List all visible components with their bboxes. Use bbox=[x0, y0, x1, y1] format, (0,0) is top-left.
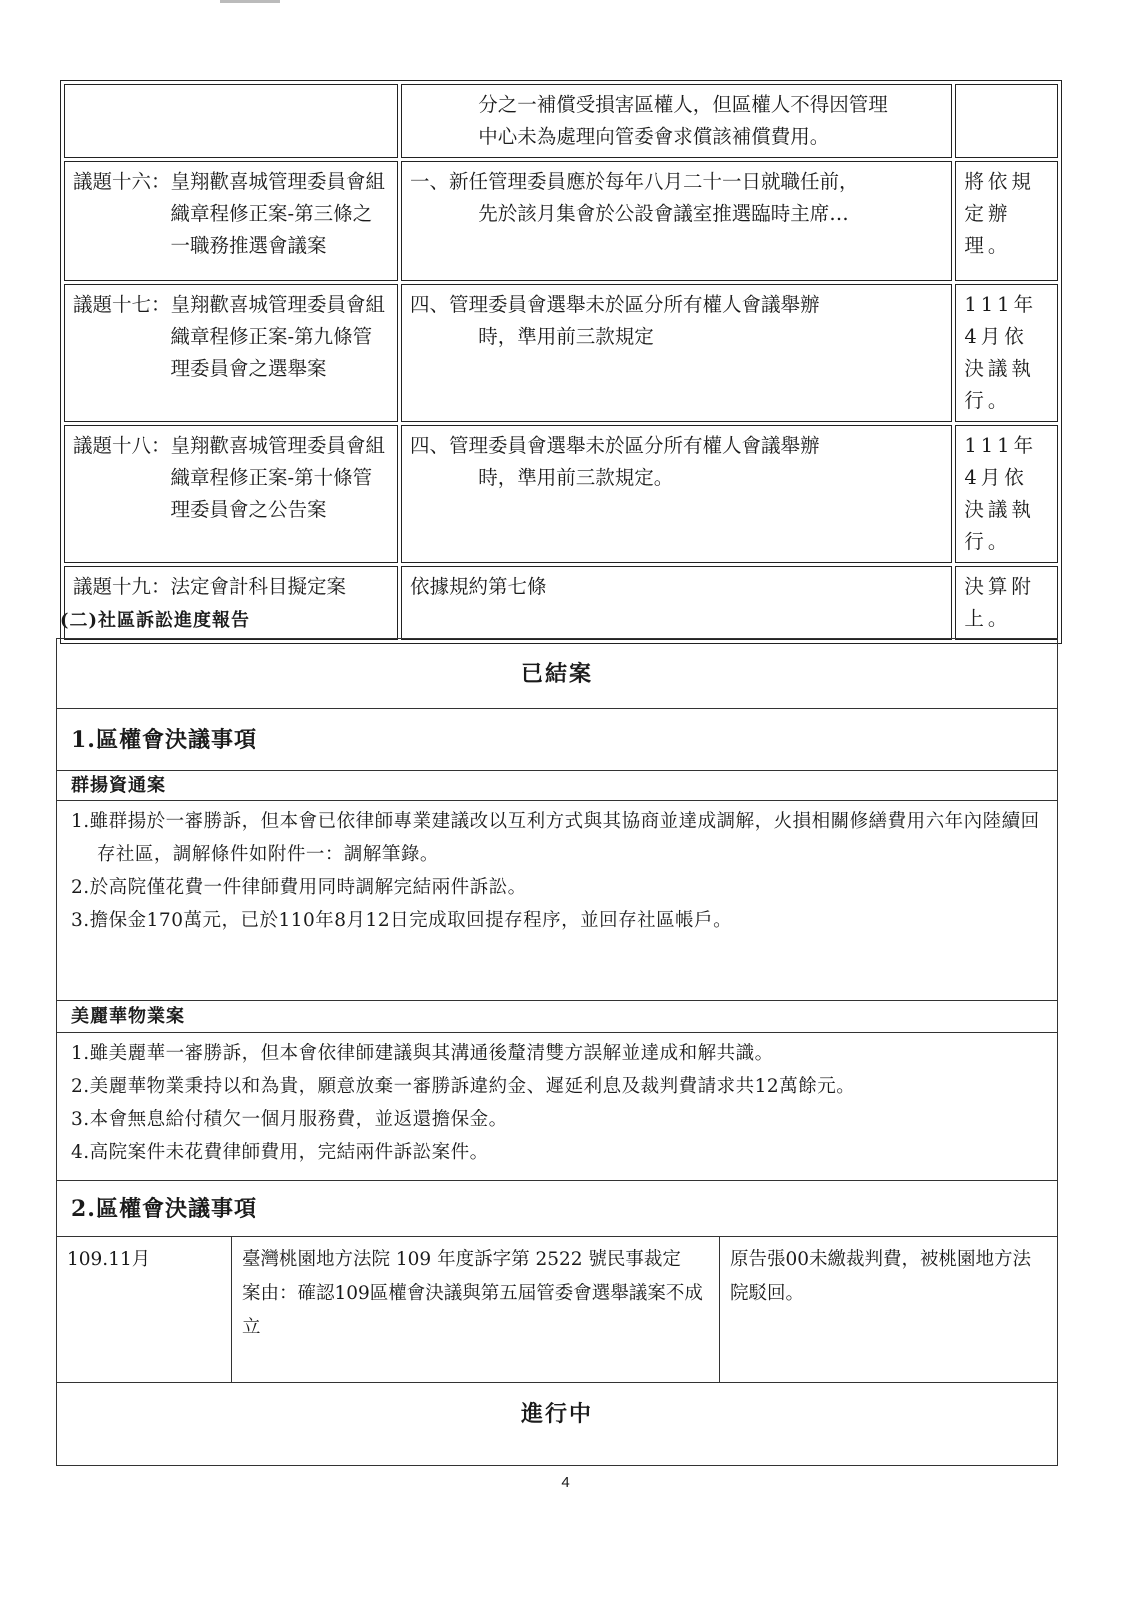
content-line: 一、新任管理委員應於每年八月二十一日就職任前， bbox=[410, 170, 859, 193]
content-line: 四、管理委員會選舉未於區分所有權人會議舉辦 bbox=[410, 434, 820, 457]
case-title: 美麗華物業案 bbox=[57, 1001, 1057, 1033]
case-row bbox=[57, 1237, 1057, 1383]
topic-cell bbox=[64, 84, 398, 158]
status-text: 將依規定辦理。 bbox=[964, 170, 1035, 257]
topic-text: 皇翔歡喜城管理委員會組織章程修正案-第九條管理委員會之選舉案 bbox=[170, 293, 386, 380]
list-item: 4.高院案件未花費律師費用，完結兩件訴訟案件。 bbox=[71, 1142, 489, 1163]
status-text: 111年4月依決議執行。 bbox=[964, 434, 1038, 553]
content-line: 依據規約第七條 bbox=[410, 575, 547, 598]
status-text: 決算附上。 bbox=[964, 575, 1035, 630]
scan-artifact bbox=[220, 0, 280, 3]
litigation-box bbox=[56, 638, 1058, 1466]
content-line: 先於該月集會於公設會議室推選臨時主席… bbox=[478, 202, 849, 225]
case-items bbox=[57, 801, 1057, 1001]
heading-resolutions-1: 1.區權會決議事項 bbox=[57, 709, 1057, 771]
case-title: 群揚資通案 bbox=[57, 771, 1057, 801]
table-row bbox=[64, 284, 1058, 422]
topic-label: 議題十七： bbox=[73, 293, 171, 316]
case-items bbox=[57, 1033, 1057, 1181]
case-court-cell bbox=[231, 1237, 719, 1382]
page-number: 4 bbox=[561, 1474, 570, 1491]
status-cell bbox=[955, 425, 1058, 563]
case-result: 原告張00未繳裁判費，被桃園地方法院駁回。 bbox=[719, 1237, 1057, 1382]
list-item: 3.本會無息給付積欠一個月服務費，並返還擔保金。 bbox=[71, 1109, 508, 1130]
list-item: 3.擔保金170萬元，已於110年8月12日完成取回提存程序，並回存社區帳戶。 bbox=[71, 910, 733, 931]
table-row bbox=[64, 425, 1058, 563]
topic-text: 皇翔歡喜城管理委員會組織章程修正案-第十條管理委員會之公告案 bbox=[170, 434, 386, 521]
topic-cell bbox=[64, 161, 398, 281]
list-item: 1.雖群揚於一審勝訴，但本會已依律師專業建議改以互利方式與其協商並達成調解，火損相關修繕費用六年內陸續回存社區，調解條件如附件一：調解筆錄。 bbox=[71, 811, 1040, 865]
status-cell bbox=[955, 84, 1058, 158]
status-text: 111年4月依決議執行。 bbox=[964, 293, 1038, 412]
table-row bbox=[64, 161, 1058, 281]
content-line: 分之一補償受損害區權人，但區權人不得因管理 bbox=[478, 93, 888, 116]
topic-cell bbox=[64, 284, 398, 422]
status-cell bbox=[955, 161, 1058, 281]
agenda-table bbox=[60, 80, 1062, 644]
case-date: 109.11月 bbox=[67, 1249, 151, 1270]
content-line: 時，準用前三款規定。 bbox=[478, 466, 674, 489]
list-item: 2.美麗華物業秉持以和為貴，願意放棄一審勝訴違約金、遲延利息及裁判費請求共12萬餘元。 bbox=[71, 1076, 856, 1097]
case-court: 臺灣桃園地方法院 109 年度訴字第 2522 號民事裁定 bbox=[242, 1249, 681, 1270]
table-row bbox=[64, 84, 1058, 158]
content-cell bbox=[401, 284, 952, 422]
topic-text: 法定會計科目擬定案 bbox=[170, 575, 347, 598]
topic-label: 議題十八： bbox=[73, 434, 171, 457]
topic-cell bbox=[64, 425, 398, 563]
section-title: (二)社區訴訟進度報告 bbox=[60, 610, 251, 631]
closed-banner: 已結案 bbox=[57, 639, 1057, 709]
content-line: 四、管理委員會選舉未於區分所有權人會議舉辦 bbox=[410, 293, 820, 316]
heading-resolutions-2: 2.區權會決議事項 bbox=[57, 1181, 1057, 1237]
content-cell bbox=[401, 425, 952, 563]
case-cause: 案由：確認109區權會決議與第五屆管委會選舉議案不成立 bbox=[242, 1283, 703, 1338]
ongoing-banner: 進行中 bbox=[520, 1401, 593, 1427]
content-cell bbox=[401, 161, 952, 281]
status-cell bbox=[955, 566, 1058, 640]
content-cell bbox=[401, 84, 952, 158]
status-cell bbox=[955, 284, 1058, 422]
content-line: 時，準用前三款規定 bbox=[478, 325, 654, 348]
list-item: 1.雖美麗華一審勝訴，但本會依律師建議與其溝通後釐清雙方誤解並達成和解共識。 bbox=[71, 1043, 774, 1064]
topic-text: 皇翔歡喜城管理委員會組織章程修正案-第三條之一職務推選會議案 bbox=[170, 170, 386, 257]
topic-label: 議題十六： bbox=[73, 170, 171, 193]
content-line: 中心未為處理向管委會求償該補償費用。 bbox=[478, 125, 830, 148]
topic-label: 議題十九： bbox=[73, 575, 171, 598]
list-item: 2.於高院僅花費一件律師費用同時調解完結兩件訴訟。 bbox=[71, 877, 527, 898]
content-cell bbox=[401, 566, 952, 640]
